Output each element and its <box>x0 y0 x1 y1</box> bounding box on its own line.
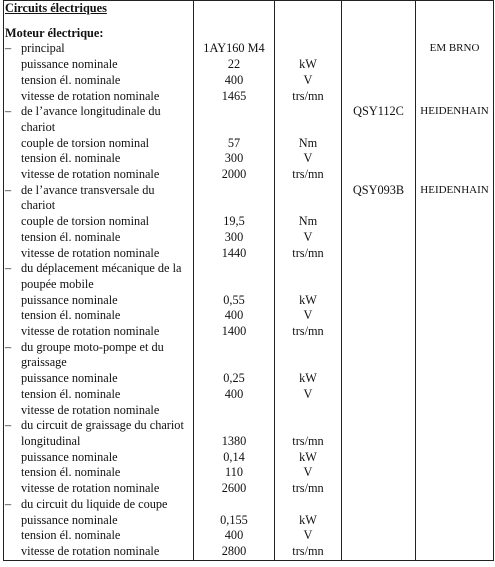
table-row <box>4 73 494 89</box>
row-description: poupée mobile <box>4 277 194 293</box>
row-manufacturer <box>416 450 494 466</box>
row-value: 1AY160 M4 <box>194 41 275 57</box>
row-unit <box>275 355 342 371</box>
row-manufacturer: HEIDENHAIN <box>416 183 494 199</box>
row-unit: V <box>275 465 342 481</box>
row-unit: trs/mn <box>275 324 342 340</box>
row-description: tension él. nominale <box>4 151 194 167</box>
row-manufacturer <box>416 403 494 419</box>
row-reference <box>342 167 416 183</box>
row-reference <box>342 214 416 230</box>
row-unit: kW <box>275 371 342 387</box>
row-manufacturer <box>416 513 494 529</box>
row-reference <box>342 57 416 73</box>
title-row <box>4 1 494 17</box>
row-value: 400 <box>194 528 275 544</box>
table-row <box>4 136 494 152</box>
row-manufacturer <box>416 151 494 167</box>
row-manufacturer: HEIDENHAIN <box>416 104 494 120</box>
row-description: vitesse de rotation nominale <box>4 403 194 419</box>
row-reference <box>342 434 416 450</box>
row-description: puissance nominale <box>4 57 194 73</box>
row-description: chariot <box>4 120 194 136</box>
table-row <box>4 308 494 324</box>
row-value: 1440 <box>194 246 275 262</box>
row-description: – principal <box>4 41 194 57</box>
table-row <box>4 246 494 262</box>
row-manufacturer <box>416 198 494 214</box>
row-unit: kW <box>275 57 342 73</box>
row-value: 1400 <box>194 324 275 340</box>
row-manufacturer <box>416 418 494 434</box>
table-row <box>4 151 494 167</box>
table-row <box>4 513 494 529</box>
row-manufacturer <box>416 89 494 105</box>
row-description: – du circuit du liquide de coupe <box>4 497 194 513</box>
row-unit <box>275 418 342 434</box>
row-value: 110 <box>194 465 275 481</box>
row-description: tension él. nominale <box>4 387 194 403</box>
row-value <box>194 198 275 214</box>
section-heading: Moteur électrique: <box>4 26 194 42</box>
row-reference <box>342 136 416 152</box>
row-unit: V <box>275 528 342 544</box>
row-value: 1380 <box>194 434 275 450</box>
row-manufacturer <box>416 293 494 309</box>
row-unit: V <box>275 230 342 246</box>
spacer-row <box>4 17 494 26</box>
row-unit: Nm <box>275 136 342 152</box>
row-description: tension él. nominale <box>4 230 194 246</box>
row-value: 57 <box>194 136 275 152</box>
row-unit: V <box>275 151 342 167</box>
bullet-dash: – <box>5 182 12 197</box>
row-manufacturer <box>416 230 494 246</box>
row-description: tension él. nominale <box>4 528 194 544</box>
row-description: tension él. nominale <box>4 308 194 324</box>
row-unit <box>275 104 342 120</box>
row-value <box>194 261 275 277</box>
row-unit: kW <box>275 293 342 309</box>
row-manufacturer <box>416 465 494 481</box>
row-value: 0,14 <box>194 450 275 466</box>
row-description: tension él. nominale <box>4 73 194 89</box>
row-unit: trs/mn <box>275 89 342 105</box>
row-value <box>194 104 275 120</box>
row-manufacturer <box>416 120 494 136</box>
row-description: puissance nominale <box>4 450 194 466</box>
row-reference <box>342 89 416 105</box>
bullet-dash: – <box>5 104 12 119</box>
bullet-dash: – <box>5 261 12 276</box>
table-row <box>4 418 494 434</box>
row-manufacturer <box>416 167 494 183</box>
row-value: 22 <box>194 57 275 73</box>
row-description: vitesse de rotation nominale <box>4 324 194 340</box>
row-manufacturer <box>416 57 494 73</box>
row-unit: V <box>275 308 342 324</box>
row-manufacturer <box>416 136 494 152</box>
row-unit: kW <box>275 513 342 529</box>
row-manufacturer <box>416 324 494 340</box>
table-row <box>4 544 494 560</box>
row-manufacturer <box>416 387 494 403</box>
row-reference <box>342 41 416 57</box>
row-description: vitesse de rotation nominale <box>4 481 194 497</box>
row-reference <box>342 340 416 356</box>
row-manufacturer <box>416 481 494 497</box>
row-reference <box>342 120 416 136</box>
row-unit: trs/mn <box>275 481 342 497</box>
row-reference <box>342 403 416 419</box>
row-description: – de l’avance longitudinale du <box>4 104 194 120</box>
bullet-dash: – <box>5 41 12 56</box>
row-reference <box>342 73 416 89</box>
row-description: puissance nominale <box>4 513 194 529</box>
row-description: – de l’avance transversale du <box>4 183 194 199</box>
table-row <box>4 104 494 120</box>
section-row <box>4 26 494 42</box>
row-reference <box>342 544 416 560</box>
table-row <box>4 340 494 356</box>
row-reference <box>342 198 416 214</box>
row-manufacturer <box>416 277 494 293</box>
table-row <box>4 528 494 544</box>
row-value: 2600 <box>194 481 275 497</box>
row-value: 19,5 <box>194 214 275 230</box>
table-row <box>4 230 494 246</box>
table-row <box>4 198 494 214</box>
bullet-dash: – <box>5 496 12 511</box>
row-value: 2800 <box>194 544 275 560</box>
row-value: 400 <box>194 73 275 89</box>
row-description: couple de torsion nominal <box>4 136 194 152</box>
row-unit: V <box>275 387 342 403</box>
row-manufacturer <box>416 544 494 560</box>
table-row <box>4 371 494 387</box>
table-row <box>4 355 494 371</box>
table-row <box>4 434 494 450</box>
table-row <box>4 183 494 199</box>
row-value <box>194 120 275 136</box>
row-reference: QSY112C <box>342 104 416 120</box>
row-description: vitesse de rotation nominale <box>4 544 194 560</box>
bullet-dash: – <box>5 339 12 354</box>
row-description: puissance nominale <box>4 371 194 387</box>
row-unit <box>275 41 342 57</box>
row-unit: trs/mn <box>275 246 342 262</box>
row-description: longitudinal <box>4 434 194 450</box>
electrical-circuits-table <box>3 0 494 561</box>
row-unit <box>275 340 342 356</box>
table-row <box>4 167 494 183</box>
row-description: vitesse de rotation nominale <box>4 167 194 183</box>
row-reference <box>342 277 416 293</box>
row-value <box>194 277 275 293</box>
table-row <box>4 214 494 230</box>
table-row <box>4 120 494 136</box>
table-row <box>4 41 494 57</box>
row-manufacturer <box>416 355 494 371</box>
row-reference <box>342 371 416 387</box>
row-value <box>194 183 275 199</box>
table-row <box>4 403 494 419</box>
row-reference <box>342 261 416 277</box>
row-reference <box>342 246 416 262</box>
row-reference <box>342 528 416 544</box>
row-value: 0,55 <box>194 293 275 309</box>
row-value <box>194 418 275 434</box>
row-reference <box>342 230 416 246</box>
row-description: chariot <box>4 198 194 214</box>
row-reference <box>342 308 416 324</box>
row-reference <box>342 465 416 481</box>
row-manufacturer: EM BRNO <box>416 41 494 57</box>
row-manufacturer <box>416 340 494 356</box>
row-manufacturer <box>416 73 494 89</box>
row-manufacturer <box>416 246 494 262</box>
row-description: vitesse de rotation nominale <box>4 89 194 105</box>
row-description: – du déplacement mécanique de la <box>4 261 194 277</box>
row-value: 400 <box>194 308 275 324</box>
row-unit <box>275 198 342 214</box>
bullet-dash: – <box>5 418 12 433</box>
row-manufacturer <box>416 497 494 513</box>
row-value: 0,25 <box>194 371 275 387</box>
row-unit: V <box>275 73 342 89</box>
row-manufacturer <box>416 528 494 544</box>
row-unit <box>275 261 342 277</box>
row-value: 300 <box>194 230 275 246</box>
row-reference <box>342 151 416 167</box>
row-description: puissance nominale <box>4 293 194 309</box>
row-value <box>194 403 275 419</box>
row-manufacturer <box>416 261 494 277</box>
row-description: couple de torsion nominal <box>4 214 194 230</box>
row-description: – du groupe moto-pompe et du <box>4 340 194 356</box>
row-unit: trs/mn <box>275 544 342 560</box>
row-value <box>194 355 275 371</box>
table-row <box>4 261 494 277</box>
row-manufacturer <box>416 308 494 324</box>
row-reference <box>342 450 416 466</box>
row-description: tension él. nominale <box>4 465 194 481</box>
row-unit: kW <box>275 450 342 466</box>
table-row <box>4 293 494 309</box>
row-value <box>194 340 275 356</box>
row-unit: Nm <box>275 214 342 230</box>
row-value: 300 <box>194 151 275 167</box>
row-reference <box>342 418 416 434</box>
row-value: 0,155 <box>194 513 275 529</box>
row-description: vitesse de rotation nominale <box>4 246 194 262</box>
row-unit <box>275 120 342 136</box>
row-reference <box>342 513 416 529</box>
row-unit <box>275 183 342 199</box>
table-row <box>4 481 494 497</box>
row-manufacturer <box>416 371 494 387</box>
table-row <box>4 387 494 403</box>
table-row <box>4 465 494 481</box>
row-reference <box>342 497 416 513</box>
row-reference <box>342 324 416 340</box>
row-reference <box>342 387 416 403</box>
row-value: 2000 <box>194 167 275 183</box>
row-unit <box>275 497 342 513</box>
row-value: 1465 <box>194 89 275 105</box>
row-unit: trs/mn <box>275 434 342 450</box>
row-unit <box>275 277 342 293</box>
table-row <box>4 89 494 105</box>
row-reference <box>342 481 416 497</box>
table-row <box>4 57 494 73</box>
row-description: – du circuit de graissage du chariot <box>4 418 194 434</box>
row-value <box>194 497 275 513</box>
row-reference <box>342 293 416 309</box>
row-description: graissage <box>4 355 194 371</box>
table-row <box>4 324 494 340</box>
row-value: 400 <box>194 387 275 403</box>
row-manufacturer <box>416 214 494 230</box>
table-row <box>4 277 494 293</box>
row-unit <box>275 403 342 419</box>
row-manufacturer <box>416 434 494 450</box>
row-reference <box>342 355 416 371</box>
table-title: Circuits électriques <box>4 1 194 17</box>
row-reference: QSY093B <box>342 183 416 199</box>
table-row <box>4 497 494 513</box>
table-row <box>4 450 494 466</box>
row-unit: trs/mn <box>275 167 342 183</box>
